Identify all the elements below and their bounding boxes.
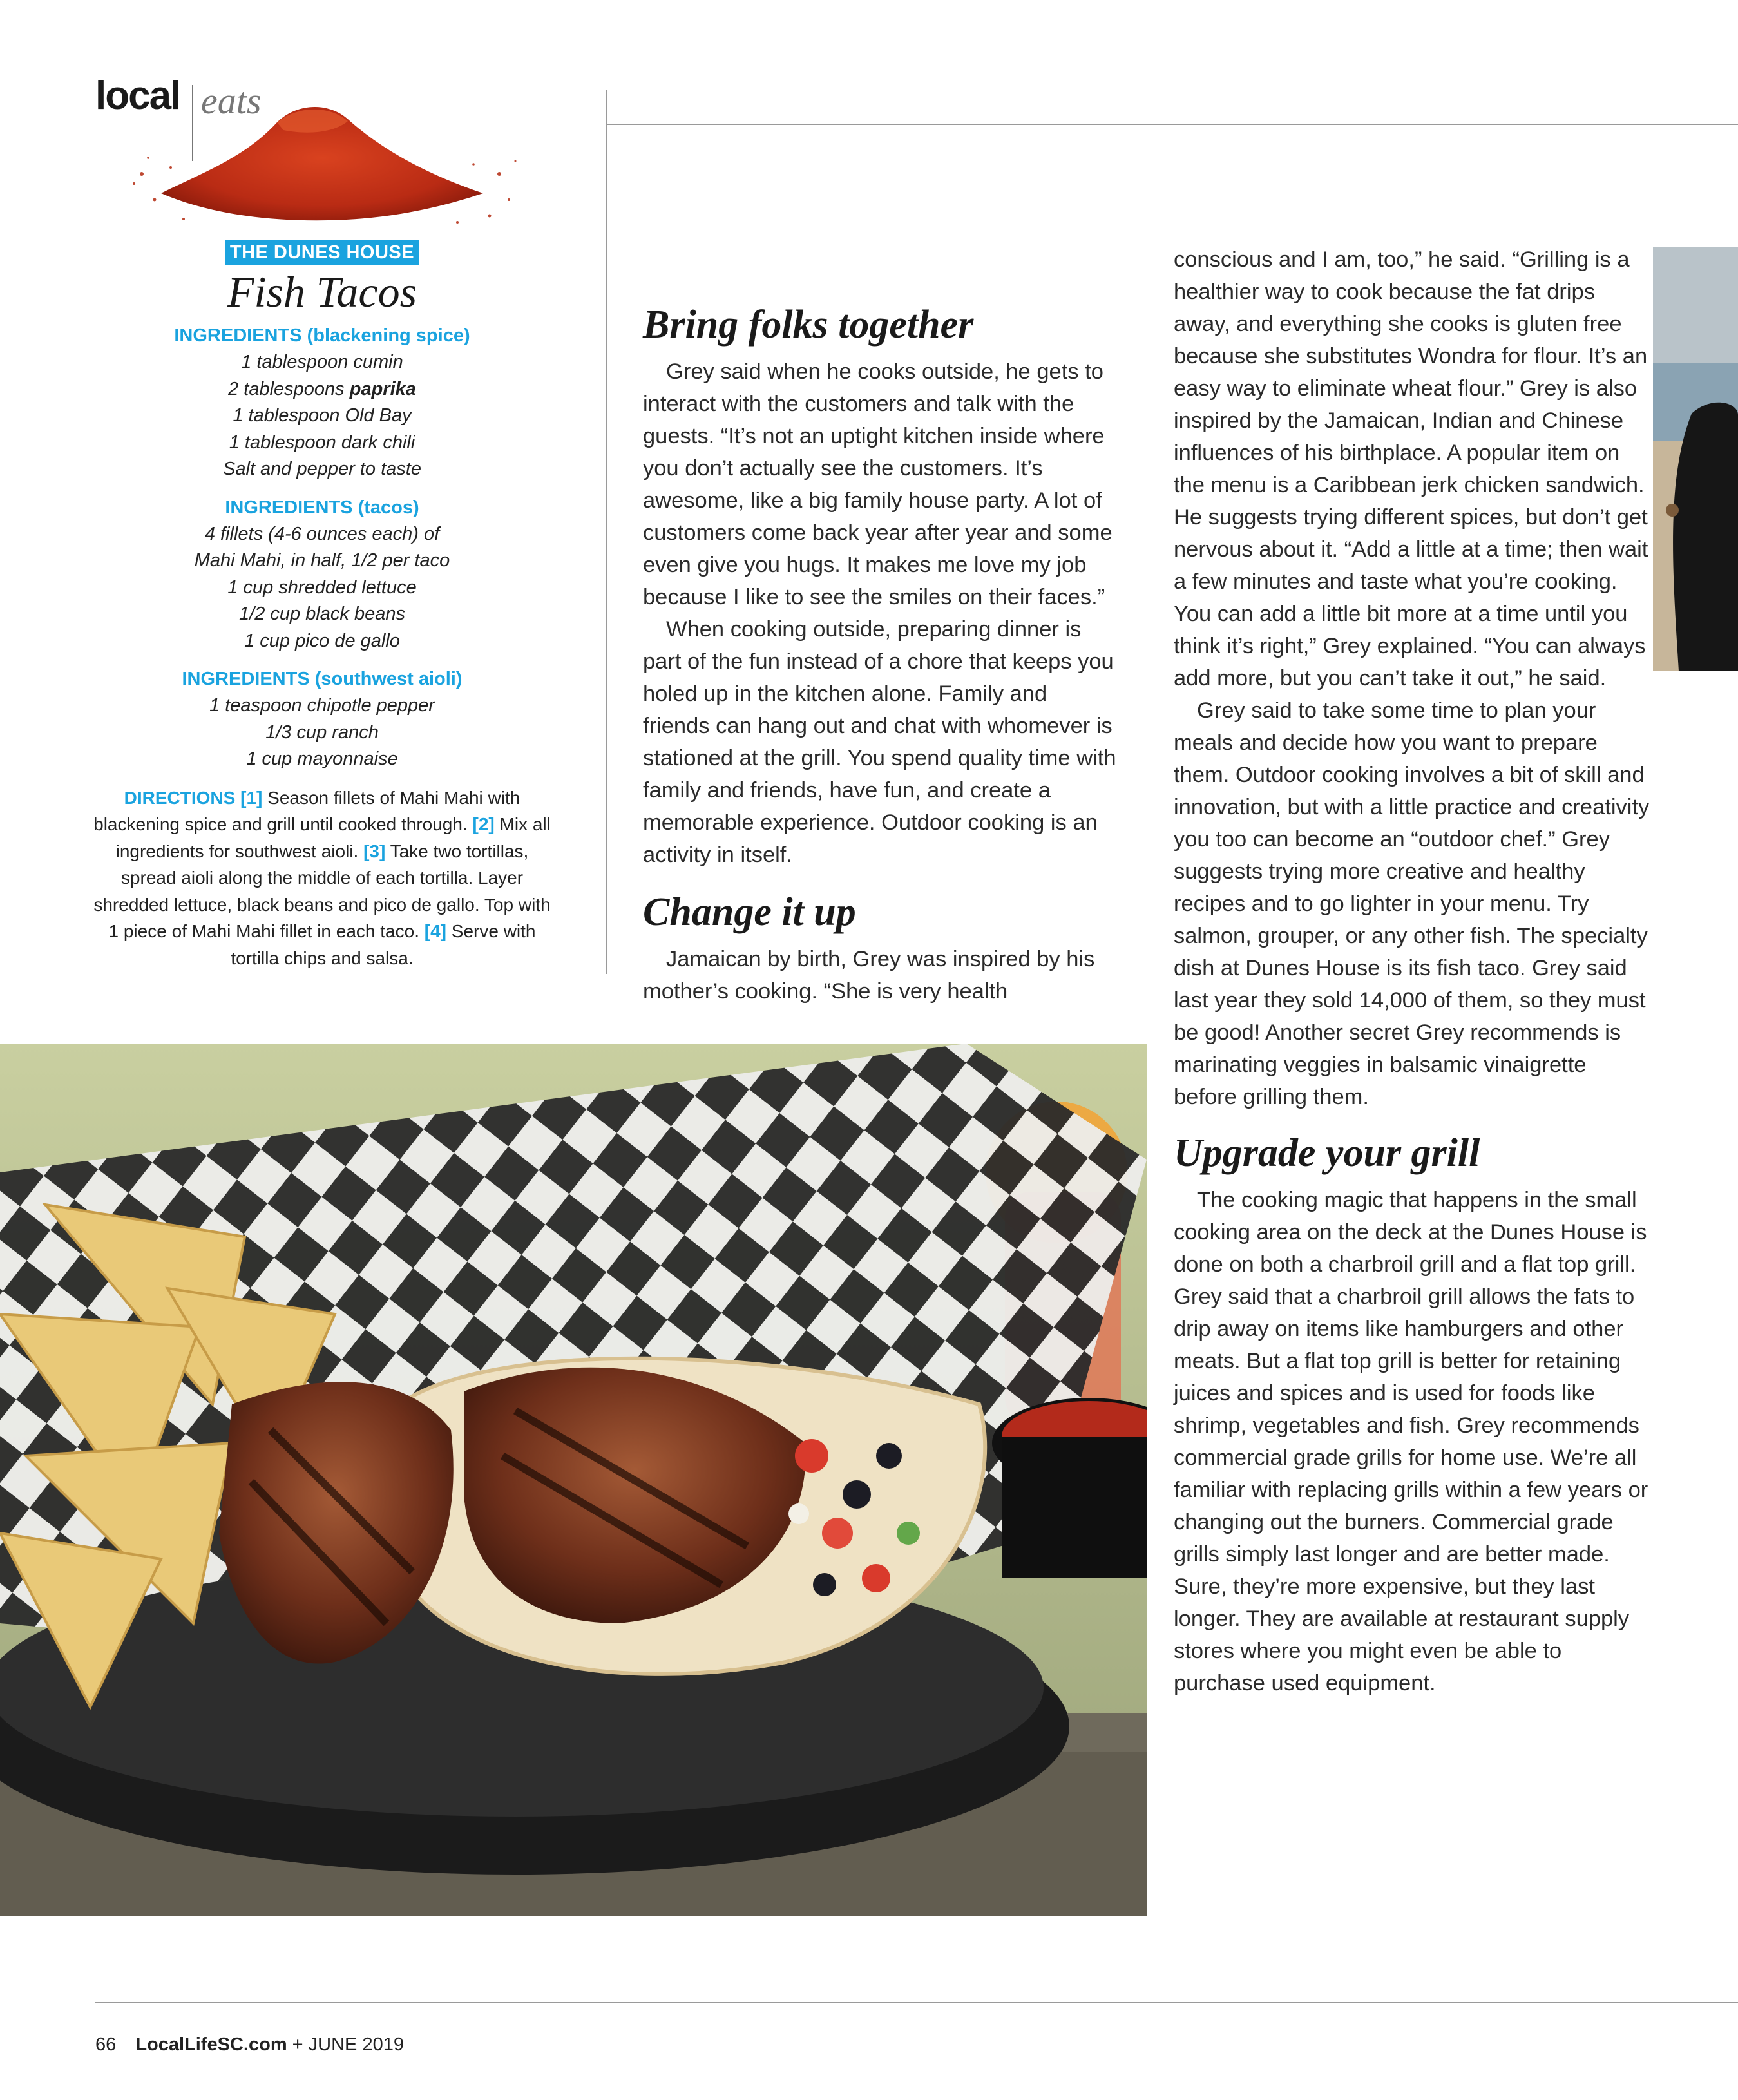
ingredient-item: 1 tablespoon cumin xyxy=(241,352,403,373)
footer-website: LocalLifeSC.com xyxy=(135,2034,287,2055)
ingredient-item: 1 cup pico de gallo xyxy=(244,630,400,651)
ingredient-list xyxy=(90,692,554,773)
article-paragraph: Grey said to take some time to plan your meals and decide how you want to prepare them. Outdoor cooking involves a bit of skill and innovation, but with a little practice and creativity you too can become an “outdoor chef.” Grey suggests trying more creative and healthy recipes and to go lighter in your menu. Try salmon, grouper, or any other fish. The specialty dish at Dunes House is its fish taco. Grey said last year they sold 14,000 of them, so they must be good! Another secret Grey recommends is marinating veggies in balsamic vinaigrette before grilling them. xyxy=(1174,698,1650,1109)
chef-portrait-illustration xyxy=(1653,247,1738,671)
section-logo-local: local xyxy=(95,73,180,118)
ingredient-list xyxy=(90,521,554,655)
ingredients-heading: INGREDIENTS (southwest aioli) xyxy=(182,669,463,690)
restaurant-badge: THE DUNES HOUSE xyxy=(225,240,419,265)
page-footer xyxy=(95,2034,404,2056)
article-paragraph: The cooking magic that happens in the small cooking area on the deck at the Dunes House is done on both a charbroil grill and a flat top grill. Grey said that a charbroil grill allows the fats to drip away on items like hamburgers and other meats. But a flat top grill is better for retaining juices and spices and is used for foods like shrimp, vegetables and fish. Grey recommends commercial grade grills for home use. We’re all familiar with replacing grills within a few years or changing out the burners. Commercial grade grills simply last longer and are better made. Sure, they’re more expensive, but they last longer. They are available at restaurant supply stores where you might even be able to purchase used equipment. xyxy=(1174,1188,1648,1696)
ingredient-item: 1 tablespoon dark chili xyxy=(229,432,415,453)
footer-issue-date: JUNE 2019 xyxy=(308,2034,404,2055)
article-paragraph-continued: conscious and I am, too,” he said. “Grilling is a healthier way to cook because the fat drips away, and everything she cooks is gluten free because she substitutes Wondra for flour. It’s an easy way to eliminate wheat flour.” Grey is also inspired by the Jamaican, Indian and Chinese influences of his birthplace. A popular item on the menu is a Caribbean jerk chicken sandwich. He suggests trying different spices, but don’t get nervous about it. “Add a little at a time; then wait a few minutes and taste what you’re cooking. You can add a little bit more at a time until you think it’s right,” Grey explained. “You can always add more, but you can’t take it out,” he said. xyxy=(1174,247,1648,691)
ingredient-item: Mahi Mahi, in half, 1/2 per taco xyxy=(194,550,450,571)
article-column-middle xyxy=(643,303,1120,1007)
ingredient-list xyxy=(90,349,554,483)
fish-tacos-illustration xyxy=(0,1044,1147,1916)
chef-portrait-photo xyxy=(1653,247,1738,671)
article-paragraph: Jamaican by birth, Grey was inspired by his mother’s cooking. “She is very health xyxy=(643,947,1095,1004)
header-rule xyxy=(606,124,1738,125)
article-paragraph: When cooking outside, preparing dinner is part of the fun instead of a chore that keeps you holed up in the kitchen alone. Family and friends can hang out and chat with whomever is stationed at the grill. You spend quality time with family and friends, have fun, and create a memorable experience. Outdoor cooking is an activity in itself. xyxy=(643,617,1116,868)
subhead-upgrade-your-grill: Upgrade your grill xyxy=(1174,1131,1480,1175)
step-number: [1] xyxy=(240,787,263,808)
subhead-change-it-up: Change it up xyxy=(643,890,856,935)
footer-separator: + xyxy=(292,2034,303,2055)
recipe-directions xyxy=(90,785,554,972)
directions-label: DIRECTIONS xyxy=(124,787,236,808)
footer-rule xyxy=(95,2002,1738,2003)
ingredient-item: 1 teaspoon chipotle pepper xyxy=(209,695,435,716)
fish-tacos-photo xyxy=(0,1044,1147,1916)
step-text: Serve with tortilla chips and salsa. xyxy=(231,921,536,968)
ingredient-item xyxy=(90,376,554,403)
step-text: Mix all ingredients for southwest aioli. xyxy=(115,814,551,861)
ingredient-item: 1/2 cup black beans xyxy=(239,604,405,625)
ingredient-item: 1 cup mayonnaise xyxy=(246,749,398,770)
ingredients-heading: INGREDIENTS (tacos) xyxy=(225,497,419,518)
step-number: [2] xyxy=(472,814,495,835)
ingredient-item: 4 fillets (4-6 ounces each) of xyxy=(204,523,440,544)
step-number: [3] xyxy=(363,841,386,861)
step-number: [4] xyxy=(424,921,446,942)
step-text: Take two tortillas, spread aioli along the middle of each tortilla. Layer shredded lettuce, black beans and pico de gallo. Top with 1 piece of Mahi Mahi fillet in each taco. xyxy=(93,841,551,942)
article-column-right xyxy=(1174,243,1650,1699)
ingredient-item: Salt and pepper to taste xyxy=(223,459,421,480)
recipe-box xyxy=(90,240,554,971)
column-divider xyxy=(606,90,607,974)
step-text: Season fillets of Mahi Mahi with blackening spice and grill until cooked through. xyxy=(93,787,520,835)
page-number: 66 xyxy=(95,2034,117,2055)
ingredient-item: 1 tablespoon Old Bay xyxy=(233,405,412,426)
recipe-title: Fish Tacos xyxy=(227,267,417,316)
paprika-pile-image xyxy=(122,97,522,235)
section-logo-eats: eats xyxy=(201,80,262,122)
ingredient-item: 1/3 cup ranch xyxy=(265,721,379,743)
ingredient-name-bold: paprika xyxy=(349,378,416,399)
ingredients-heading: INGREDIENTS (blackening spice) xyxy=(174,325,470,347)
article-paragraph: Grey said when he cooks outside, he gets to interact with the customers and talk with the guests. “It’s not an uptight kitchen inside where you don’t actually see the customers. It’s awesome, like a big family house party. A lot of customers come back year after year and some even give you hugs. It makes me love my job because I like to see the smiles on their faces.” xyxy=(643,359,1113,610)
subhead-bring-folks-together: Bring folks together xyxy=(643,303,974,347)
ingredient-qty: 2 tablespoons xyxy=(228,378,350,399)
ingredient-item: 1 cup shredded lettuce xyxy=(227,577,417,598)
